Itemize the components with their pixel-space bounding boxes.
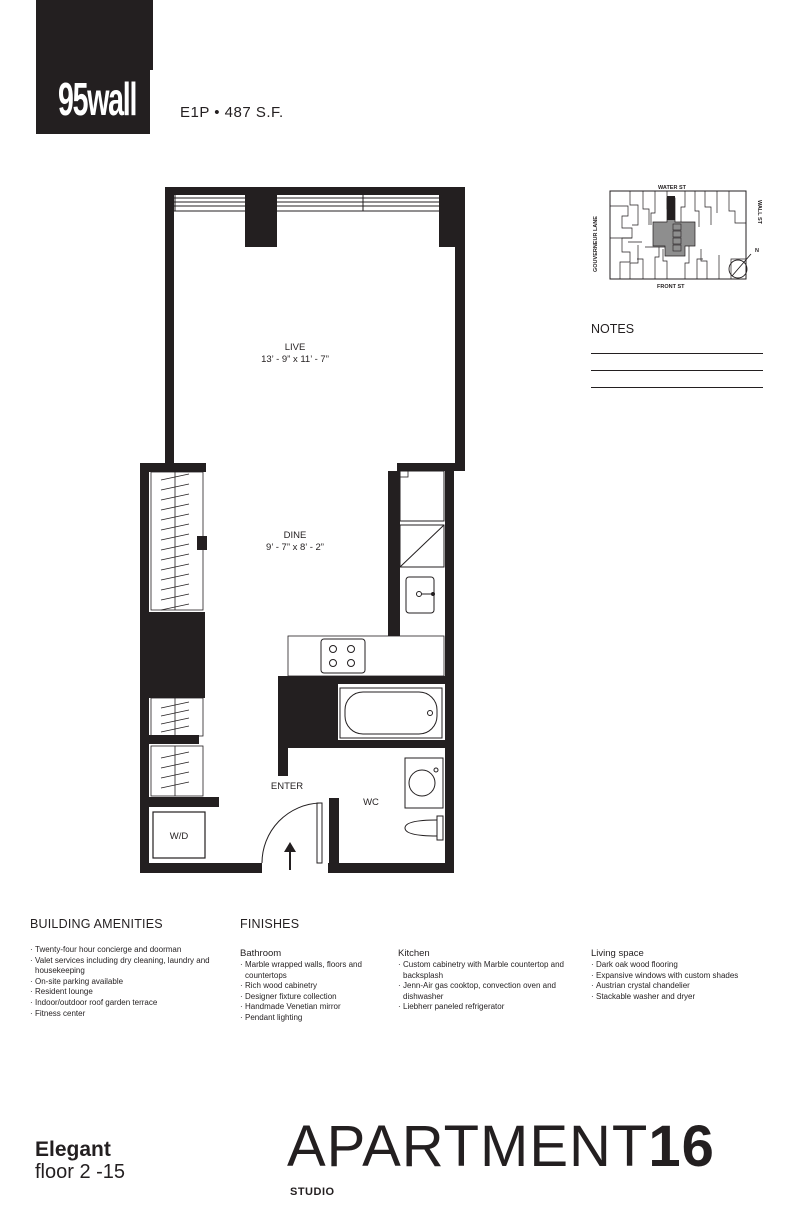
apartment-type: STUDIO <box>290 1186 335 1198</box>
list-item: · On-site parking available <box>30 977 220 988</box>
list-item: · Liebherr paneled refrigerator <box>398 1002 576 1013</box>
finishes-kitchen <box>398 948 576 1013</box>
street-bottom: FRONT ST <box>657 284 685 290</box>
living-list <box>591 960 771 1002</box>
refrigerator <box>400 471 444 521</box>
logo-text: 95wall <box>58 73 137 125</box>
wall-top <box>165 187 465 195</box>
wc-wall <box>329 798 339 863</box>
unit-code: E1P • 487 S.F. <box>180 104 284 121</box>
key-plan-unit <box>667 196 675 220</box>
apartment-number: 16 <box>648 1114 715 1179</box>
list-item: · Marble wrapped walls, floors and countertops <box>240 960 368 981</box>
room-dine-name: DINE <box>283 530 307 541</box>
enter-label: ENTER <box>270 781 304 792</box>
wall-right-lower <box>445 463 454 873</box>
list-item: · Dark oak wood flooring <box>591 960 771 971</box>
logo-divider <box>150 70 153 134</box>
closet-block <box>197 536 207 550</box>
wall-bottom-right <box>328 863 454 873</box>
wall-left-upper <box>165 187 174 467</box>
wall-step-right <box>397 463 465 471</box>
kitchen-sink <box>406 577 434 613</box>
style-name: Elegant <box>35 1138 111 1161</box>
cooktop <box>321 639 365 673</box>
list-item: · Rich wood cabinetry <box>240 981 368 992</box>
wall-bottom-left <box>140 863 262 873</box>
kitchen-counter <box>288 636 444 676</box>
closet-wall <box>149 797 219 807</box>
floor-plan <box>135 180 465 880</box>
column <box>245 195 277 247</box>
toilet <box>405 820 437 836</box>
floor-range: floor 2 -15 <box>35 1161 126 1183</box>
vanity-sink <box>409 770 435 796</box>
list-item: · Designer fixture collection <box>240 992 368 1003</box>
list-item: · Indoor/outdoor roof garden terrace <box>30 998 220 1009</box>
room-dine-dims: 9’ - 7” x 8’ - 2” <box>266 542 324 553</box>
street-left: GOUVERNEUR LANE <box>593 216 599 272</box>
toilet-tank <box>437 816 443 840</box>
list-item: · Jenn-Air gas cooktop, convection oven and dishwasher <box>398 981 576 1002</box>
wd-label: W/D <box>169 831 189 842</box>
apartment-title <box>287 1114 715 1179</box>
list-item: · Expansive windows with custom shades <box>591 971 771 982</box>
finishes-living <box>591 948 771 1002</box>
entry-door <box>317 803 322 863</box>
vanity <box>405 758 443 808</box>
kitchen-list <box>398 960 576 1013</box>
list-item: · Pendant lighting <box>240 1013 368 1024</box>
bath-wall <box>278 740 445 748</box>
wall-step-left <box>140 463 206 472</box>
list-item: · Twenty-four hour concierge and doorman <box>30 945 220 956</box>
list-item: · Handmade Venetian mirror <box>240 1002 368 1013</box>
wc-label: WC <box>363 797 379 808</box>
list-item: · Custom cabinetry with Marble countertop and backsplash <box>398 960 576 981</box>
list-item: · Valet services including dry cleaning, laundry and housekeeping <box>30 956 220 977</box>
living-title: Living space <box>591 948 644 959</box>
notes-line <box>591 387 763 388</box>
amenities-title: BUILDING AMENITIES <box>30 917 163 931</box>
bathroom-title: Bathroom <box>240 948 282 959</box>
apartment-word: APARTMENT <box>287 1114 649 1179</box>
closet-mass <box>149 612 205 698</box>
notes-line <box>591 370 763 371</box>
bathroom-list <box>240 960 368 1024</box>
list-item: · Stackable washer and dryer <box>591 992 771 1003</box>
room-live-dims: 13’ - 9” x 11’ - 7” <box>261 354 329 365</box>
entry-arrow <box>284 842 296 852</box>
room-live-name: LIVE <box>284 342 306 353</box>
amenities-list <box>30 945 220 1019</box>
bath-mass <box>278 684 338 740</box>
list-item: · Austrian crystal chandelier <box>591 981 771 992</box>
finishes-title: FINISHES <box>240 917 300 931</box>
kitchen-title: Kitchen <box>398 948 430 959</box>
notes-title: NOTES <box>591 322 635 336</box>
bathtub <box>340 688 442 738</box>
list-item: · Fitness center <box>30 1009 220 1020</box>
amenities-section <box>30 917 220 1019</box>
street-right: WALL ST <box>756 200 762 225</box>
list-item: · Resident lounge <box>30 987 220 998</box>
street-top: WATER ST <box>658 185 687 191</box>
finishes-bathroom <box>240 948 368 1024</box>
notes-line <box>591 353 763 354</box>
column <box>439 195 455 247</box>
wall-left-lower <box>140 463 149 873</box>
key-plan <box>585 180 775 300</box>
kitchen-wall-vertical <box>388 471 400 636</box>
wall-right-upper <box>455 187 465 467</box>
north-label: N <box>755 248 759 254</box>
kitchen-wall <box>278 676 454 684</box>
